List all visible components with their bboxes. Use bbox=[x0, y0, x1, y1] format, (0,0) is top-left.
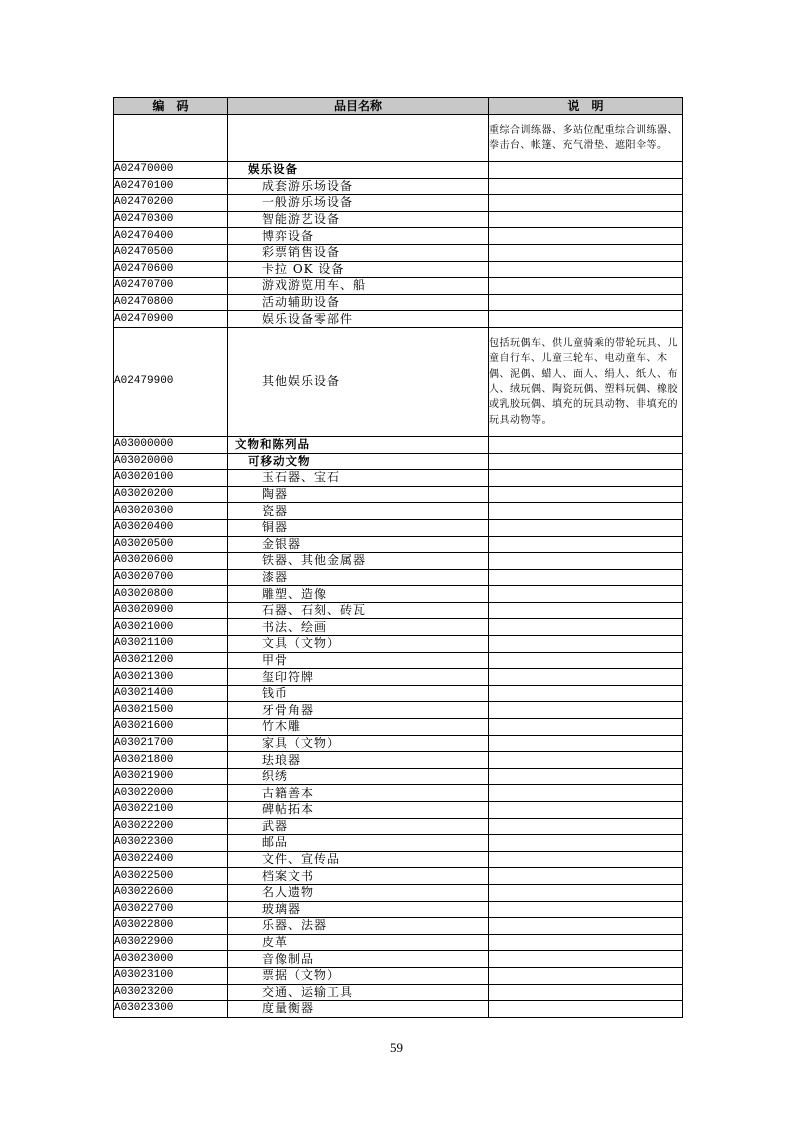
description-cell bbox=[489, 195, 683, 212]
code-cell: A03021400 bbox=[114, 685, 228, 702]
name-cell: 文物和陈列品 bbox=[228, 436, 489, 453]
description-cell bbox=[489, 503, 683, 520]
description-cell bbox=[489, 311, 683, 328]
description-cell bbox=[489, 486, 683, 503]
code-cell: A03020300 bbox=[114, 503, 228, 520]
name-cell: 名人遗物 bbox=[228, 884, 489, 901]
code-cell: A03021200 bbox=[114, 652, 228, 669]
name-cell: 档案文书 bbox=[228, 868, 489, 885]
table-row bbox=[114, 951, 683, 968]
code-cell: A03020800 bbox=[114, 586, 228, 603]
name-cell: 珐琅器 bbox=[228, 752, 489, 769]
code-cell: A02470600 bbox=[114, 261, 228, 278]
table-row bbox=[114, 669, 683, 686]
name-cell: 织绣 bbox=[228, 768, 489, 785]
table-row bbox=[114, 934, 683, 951]
code-cell: A03021600 bbox=[114, 719, 228, 736]
continuation-row bbox=[114, 115, 683, 162]
table-row bbox=[114, 918, 683, 935]
description-cell bbox=[489, 851, 683, 868]
name-cell: 玺印符牌 bbox=[228, 669, 489, 686]
table-row bbox=[114, 602, 683, 619]
name-cell: 音像制品 bbox=[228, 951, 489, 968]
code-cell: A03023300 bbox=[114, 1001, 228, 1018]
table-row bbox=[114, 178, 683, 195]
name-cell: 瓷器 bbox=[228, 503, 489, 520]
name-cell: 票据（文物） bbox=[228, 967, 489, 984]
code-cell: A02479900 bbox=[114, 327, 228, 436]
code-cell: A03020100 bbox=[114, 470, 228, 487]
table-row bbox=[114, 719, 683, 736]
name-cell: 乐器、法器 bbox=[228, 918, 489, 935]
description-cell bbox=[489, 735, 683, 752]
code-cell: A03021100 bbox=[114, 636, 228, 653]
table-row bbox=[114, 802, 683, 819]
page-number: 59 bbox=[390, 1040, 403, 1055]
table-row bbox=[114, 228, 683, 245]
table-row bbox=[114, 211, 683, 228]
name-cell: 彩票销售设备 bbox=[228, 244, 489, 261]
table-row bbox=[114, 652, 683, 669]
code-cell: A03022800 bbox=[114, 918, 228, 935]
name-cell: 石器、石刻、砖瓦 bbox=[228, 602, 489, 619]
table-row bbox=[114, 835, 683, 852]
header-description: 说 明 bbox=[489, 98, 683, 115]
name-cell: 漆器 bbox=[228, 569, 489, 586]
name-cell: 交通、运输工具 bbox=[228, 984, 489, 1001]
description-cell bbox=[489, 470, 683, 487]
description-cell bbox=[489, 519, 683, 536]
table-row bbox=[114, 244, 683, 261]
description-cell bbox=[489, 178, 683, 195]
name-cell: 度量衡器 bbox=[228, 1001, 489, 1018]
table-row bbox=[114, 261, 683, 278]
description-cell bbox=[489, 818, 683, 835]
name-cell: 牙骨角器 bbox=[228, 702, 489, 719]
description-cell bbox=[489, 835, 683, 852]
code-cell: A03020400 bbox=[114, 519, 228, 536]
code-cell: A03021300 bbox=[114, 669, 228, 686]
name-cell: 智能游艺设备 bbox=[228, 211, 489, 228]
code-cell: A02470000 bbox=[114, 162, 228, 179]
header-item-name: 品目名称 bbox=[228, 98, 489, 115]
code-cell bbox=[114, 115, 228, 162]
table-row bbox=[114, 586, 683, 603]
name-cell: 游戏游览用车、船 bbox=[228, 278, 489, 295]
code-cell: A03022600 bbox=[114, 884, 228, 901]
code-cell: A02470100 bbox=[114, 178, 228, 195]
code-cell: A02470400 bbox=[114, 228, 228, 245]
description-cell bbox=[489, 436, 683, 453]
table-row bbox=[114, 453, 683, 470]
description-cell bbox=[489, 652, 683, 669]
description-cell bbox=[489, 669, 683, 686]
name-cell: 陶器 bbox=[228, 486, 489, 503]
table-row bbox=[114, 162, 683, 179]
name-cell: 可移动文物 bbox=[228, 453, 489, 470]
table-row bbox=[114, 294, 683, 311]
name-cell: 文件、宣传品 bbox=[228, 851, 489, 868]
name-cell: 金银器 bbox=[228, 536, 489, 553]
table-row bbox=[114, 785, 683, 802]
code-cell: A02470800 bbox=[114, 294, 228, 311]
description-cell bbox=[489, 752, 683, 769]
code-cell: A03023200 bbox=[114, 984, 228, 1001]
code-cell: A03020500 bbox=[114, 536, 228, 553]
table-body bbox=[114, 115, 683, 1018]
code-cell: A02470700 bbox=[114, 278, 228, 295]
table-row bbox=[114, 735, 683, 752]
table-row bbox=[114, 278, 683, 295]
description-cell bbox=[489, 685, 683, 702]
code-cell: A03020900 bbox=[114, 602, 228, 619]
name-cell bbox=[228, 115, 489, 162]
name-cell: 活动辅助设备 bbox=[228, 294, 489, 311]
name-cell: 邮品 bbox=[228, 835, 489, 852]
header-code: 编 码 bbox=[114, 98, 228, 115]
code-cell: A03021500 bbox=[114, 702, 228, 719]
description-cell bbox=[489, 453, 683, 470]
description-cell bbox=[489, 586, 683, 603]
description-cell bbox=[489, 768, 683, 785]
table-row bbox=[114, 1001, 683, 1018]
table-row bbox=[114, 636, 683, 653]
description-cell bbox=[489, 602, 683, 619]
name-cell: 铜器 bbox=[228, 519, 489, 536]
name-cell: 文具（文物） bbox=[228, 636, 489, 653]
description-cell bbox=[489, 294, 683, 311]
name-cell: 钱币 bbox=[228, 685, 489, 702]
code-cell: A02470200 bbox=[114, 195, 228, 212]
code-cell: A02470900 bbox=[114, 311, 228, 328]
description-cell bbox=[489, 901, 683, 918]
code-cell: A03022500 bbox=[114, 868, 228, 885]
table-row bbox=[114, 553, 683, 570]
description-cell bbox=[489, 1001, 683, 1018]
name-cell: 玻璃器 bbox=[228, 901, 489, 918]
name-cell: 甲骨 bbox=[228, 652, 489, 669]
description-cell bbox=[489, 719, 683, 736]
name-cell: 成套游乐场设备 bbox=[228, 178, 489, 195]
description-cell bbox=[489, 244, 683, 261]
table-row bbox=[114, 311, 683, 328]
code-cell: A03023000 bbox=[114, 951, 228, 968]
name-cell: 雕塑、造像 bbox=[228, 586, 489, 603]
name-cell: 竹木雕 bbox=[228, 719, 489, 736]
table-row bbox=[114, 818, 683, 835]
table-header-row bbox=[114, 98, 683, 115]
name-cell: 其他娱乐设备 bbox=[228, 327, 489, 436]
code-cell: A03021900 bbox=[114, 768, 228, 785]
table-row bbox=[114, 470, 683, 487]
code-cell: A03022000 bbox=[114, 785, 228, 802]
table-row bbox=[114, 195, 683, 212]
code-cell: A03021800 bbox=[114, 752, 228, 769]
description-cell: 重综合训练器、多站位配重综合训练器、拳击台、帐篷、充气滑垫、遮阳伞等。 bbox=[489, 115, 683, 162]
description-cell bbox=[489, 636, 683, 653]
description-cell bbox=[489, 967, 683, 984]
name-cell: 皮革 bbox=[228, 934, 489, 951]
name-cell: 古籍善本 bbox=[228, 785, 489, 802]
code-cell: A03022900 bbox=[114, 934, 228, 951]
table-row bbox=[114, 702, 683, 719]
table-row bbox=[114, 901, 683, 918]
description-cell bbox=[489, 162, 683, 179]
name-cell: 碑帖拓本 bbox=[228, 802, 489, 819]
description-cell bbox=[489, 984, 683, 1001]
description-cell bbox=[489, 934, 683, 951]
table-row bbox=[114, 752, 683, 769]
table-row bbox=[114, 486, 683, 503]
table-row bbox=[114, 536, 683, 553]
description-cell bbox=[489, 569, 683, 586]
table-row bbox=[114, 967, 683, 984]
code-cell: A03022700 bbox=[114, 901, 228, 918]
name-cell: 武器 bbox=[228, 818, 489, 835]
code-cell: A03022100 bbox=[114, 802, 228, 819]
description-cell bbox=[489, 261, 683, 278]
name-cell: 一般游乐场设备 bbox=[228, 195, 489, 212]
code-cell: A03020700 bbox=[114, 569, 228, 586]
code-cell: A03021700 bbox=[114, 735, 228, 752]
code-cell: A03023100 bbox=[114, 967, 228, 984]
description-cell bbox=[489, 951, 683, 968]
table-row bbox=[114, 519, 683, 536]
table-row bbox=[114, 851, 683, 868]
table-row bbox=[114, 436, 683, 453]
name-cell: 娱乐设备 bbox=[228, 162, 489, 179]
description-cell bbox=[489, 553, 683, 570]
code-cell: A02470300 bbox=[114, 211, 228, 228]
description-cell: 包括玩偶车、供儿童骑乘的带轮玩具、儿童自行车、儿童三轮车、电动童车、木偶、泥偶、蜡人、面人、绢人、纸人、布人、绒玩偶、陶瓷玩偶、塑料玩偶、橡胶或乳胶玩偶、填充的玩具动物、非填充的玩具动物等。 bbox=[489, 327, 683, 436]
code-cell: A03000000 bbox=[114, 436, 228, 453]
description-cell bbox=[489, 785, 683, 802]
name-cell: 博弈设备 bbox=[228, 228, 489, 245]
name-cell: 铁器、其他金属器 bbox=[228, 553, 489, 570]
code-cell: A03020200 bbox=[114, 486, 228, 503]
table-row bbox=[114, 327, 683, 436]
code-cell: A03022200 bbox=[114, 818, 228, 835]
description-cell bbox=[489, 228, 683, 245]
catalog-table bbox=[113, 97, 683, 1018]
description-cell bbox=[489, 918, 683, 935]
code-cell: A03020000 bbox=[114, 453, 228, 470]
name-cell: 娱乐设备零部件 bbox=[228, 311, 489, 328]
table-row bbox=[114, 685, 683, 702]
description-cell bbox=[489, 884, 683, 901]
code-cell: A03022400 bbox=[114, 851, 228, 868]
table-row bbox=[114, 503, 683, 520]
name-cell: 玉石器、宝石 bbox=[228, 470, 489, 487]
description-cell bbox=[489, 619, 683, 636]
table-row bbox=[114, 984, 683, 1001]
table-row bbox=[114, 768, 683, 785]
table-row bbox=[114, 868, 683, 885]
code-cell: A03022300 bbox=[114, 835, 228, 852]
code-cell: A02470500 bbox=[114, 244, 228, 261]
name-cell: 家具（文物） bbox=[228, 735, 489, 752]
code-cell: A03020600 bbox=[114, 553, 228, 570]
description-cell bbox=[489, 536, 683, 553]
name-cell: 书法、绘画 bbox=[228, 619, 489, 636]
description-cell bbox=[489, 802, 683, 819]
table-row bbox=[114, 619, 683, 636]
description-cell bbox=[489, 868, 683, 885]
name-cell: 卡拉 OK 设备 bbox=[228, 261, 489, 278]
table-row bbox=[114, 884, 683, 901]
description-cell bbox=[489, 278, 683, 295]
description-cell bbox=[489, 211, 683, 228]
description-cell bbox=[489, 702, 683, 719]
table-row bbox=[114, 569, 683, 586]
code-cell: A03021000 bbox=[114, 619, 228, 636]
